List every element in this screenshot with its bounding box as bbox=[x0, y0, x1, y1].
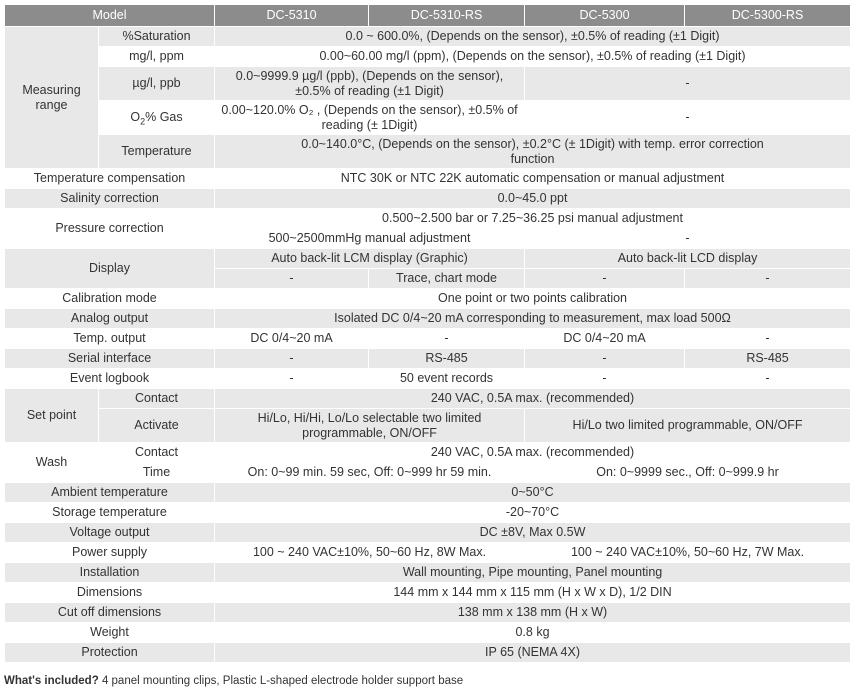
model-dc5300rs: DC-5300-RS bbox=[685, 5, 851, 27]
cutoff-label: Cut off dimensions bbox=[5, 603, 215, 623]
ambient-value: 0~50°C bbox=[215, 483, 851, 503]
wash-contact-label: Contact bbox=[99, 443, 215, 463]
installation-value: Wall mounting, Pipe mounting, Panel mounting bbox=[215, 563, 851, 583]
model-header: Model bbox=[5, 5, 215, 27]
setpoint-activate-2: Hi/Lo two limited programmable, ON/OFF bbox=[525, 409, 851, 443]
event-c4: - bbox=[685, 369, 851, 389]
dimensions-label: Dimensions bbox=[5, 583, 215, 603]
table-row bbox=[5, 483, 851, 503]
whats-included-note bbox=[4, 675, 463, 687]
temperature-label: Temperature bbox=[99, 135, 215, 169]
display-label: Display bbox=[5, 249, 215, 289]
wash-time-label: Time bbox=[99, 463, 215, 483]
saturation-label: %Saturation bbox=[99, 27, 215, 47]
temp-output-c1: DC 0/4~20 mA bbox=[215, 329, 369, 349]
table-row bbox=[5, 369, 851, 389]
table-row bbox=[5, 289, 851, 309]
temp-comp-label: Temperature compensation bbox=[5, 169, 215, 189]
mgl-label: mg/l, ppm bbox=[99, 47, 215, 67]
serial-c2: RS-485 bbox=[369, 349, 525, 369]
pressure-value-2-na: - bbox=[525, 229, 851, 249]
display-c3: - bbox=[525, 269, 685, 289]
ugl-value-na: - bbox=[525, 67, 851, 101]
weight-value: 0.8 kg bbox=[215, 623, 851, 643]
table-row bbox=[5, 169, 851, 189]
analog-value: Isolated DC 0/4~20 mA corresponding to measurement, max load 500Ω bbox=[215, 309, 851, 329]
o2gas-label: $O_2\%$ Gas bbox=[99, 101, 215, 135]
model-dc5310: DC-5310 bbox=[215, 5, 369, 27]
pressure-value-2: 500~2500mmHg manual adjustment bbox=[215, 229, 525, 249]
whats-included-text: 4 panel mounting clips, Plastic L-shaped electrode holder support base bbox=[98, 675, 464, 687]
display-lcm: Auto back-lit LCM display (Graphic) bbox=[215, 249, 525, 269]
display-c4: - bbox=[685, 269, 851, 289]
storage-value: -20~70°C bbox=[215, 503, 851, 523]
event-c2: 50 event records bbox=[369, 369, 525, 389]
voltage-label: Voltage output bbox=[5, 523, 215, 543]
table-row bbox=[5, 249, 851, 269]
temp-output-label: Temp. output bbox=[5, 329, 215, 349]
setpoint-label: Set point bbox=[5, 389, 99, 443]
table-row bbox=[5, 27, 851, 47]
table-row bbox=[5, 47, 851, 67]
cutoff-value: 138 mm x 138 mm (H x W) bbox=[215, 603, 851, 623]
table-row bbox=[5, 135, 851, 169]
display-c2: Trace, chart mode bbox=[369, 269, 525, 289]
dimensions-value: 144 mm x 144 mm x 115 mm (H x W x D), 1/2 DIN bbox=[215, 583, 851, 603]
table-row bbox=[5, 443, 851, 463]
table-row bbox=[5, 543, 851, 563]
salinity-value: 0.0~45.0 ppt bbox=[215, 189, 851, 209]
event-c3: - bbox=[525, 369, 685, 389]
temp-output-c4: - bbox=[685, 329, 851, 349]
table-row bbox=[5, 409, 851, 443]
temperature-value: 0.0~140.0°C, (Depends on the sensor), ±0.2°C (± 1Digit) with temp. error correction function bbox=[215, 135, 851, 169]
calibration-value: One point or two points calibration bbox=[215, 289, 851, 309]
table-row bbox=[5, 329, 851, 349]
spec-table bbox=[4, 4, 851, 663]
model-dc5300: DC-5300 bbox=[525, 5, 685, 27]
table-row bbox=[5, 563, 851, 583]
setpoint-activate-1: Hi/Lo, Hi/Hi, Lo/Lo selectable two limited programmable, ON/OFF bbox=[215, 409, 525, 443]
table-row bbox=[5, 603, 851, 623]
setpoint-activate-label: Activate bbox=[99, 409, 215, 443]
table-row bbox=[5, 583, 851, 603]
storage-label: Storage temperature bbox=[5, 503, 215, 523]
installation-label: Installation bbox=[5, 563, 215, 583]
serial-c3: - bbox=[525, 349, 685, 369]
wash-time-2: On: 0~9999 sec., Off: 0~999.9 hr bbox=[525, 463, 851, 483]
setpoint-contact-value: 240 VAC, 0.5A max. (recommended) bbox=[215, 389, 851, 409]
ambient-label: Ambient temperature bbox=[5, 483, 215, 503]
table-row bbox=[5, 101, 851, 135]
o2gas-value: 0.00~120.0% O₂ , (Depends on the sensor), ±0.5% of reading (± 1Digit) bbox=[215, 101, 525, 135]
analog-label: Analog output bbox=[5, 309, 215, 329]
header-row bbox=[5, 5, 851, 27]
pressure-value-1: 0.500~2.500 bar or 7.25~36.25 psi manual adjustment bbox=[215, 209, 851, 229]
pressure-label: Pressure correction bbox=[5, 209, 215, 249]
protection-value: IP 65 (NEMA 4X) bbox=[215, 643, 851, 663]
display-c1: - bbox=[215, 269, 369, 289]
measuring-range-label: Measuring range bbox=[5, 27, 99, 169]
o2gas-value-na: - bbox=[525, 101, 851, 135]
protection-label: Protection bbox=[5, 643, 215, 663]
mgl-value: 0.00~60.00 mg/l (ppm), (Depends on the sensor), ±0.5% of reading (±1 Digit) bbox=[215, 47, 851, 67]
table-row bbox=[5, 67, 851, 101]
whats-included-label: What's included? bbox=[4, 675, 99, 687]
wash-contact-value: 240 VAC, 0.5A max. (recommended) bbox=[215, 443, 851, 463]
serial-label: Serial interface bbox=[5, 349, 215, 369]
display-lcd: Auto back-lit LCD display bbox=[525, 249, 851, 269]
wash-label: Wash bbox=[5, 443, 99, 483]
voltage-value: DC ±8V, Max 0.5W bbox=[215, 523, 851, 543]
table-row bbox=[5, 643, 851, 663]
temp-output-c2: - bbox=[369, 329, 525, 349]
power-value-1: 100 ~ 240 VAC±10%, 50~60 Hz, 8W Max. bbox=[215, 543, 525, 563]
table-row bbox=[5, 523, 851, 543]
ugl-label: µg/l, ppb bbox=[99, 67, 215, 101]
table-row bbox=[5, 209, 851, 229]
event-label: Event logbook bbox=[5, 369, 215, 389]
table-row bbox=[5, 349, 851, 369]
model-dc5310rs: DC-5310-RS bbox=[369, 5, 525, 27]
power-label: Power supply bbox=[5, 543, 215, 563]
power-value-2: 100 ~ 240 VAC±10%, 50~60 Hz, 7W Max. bbox=[525, 543, 851, 563]
saturation-value: 0.0 ~ 600.0%, (Depends on the sensor), ±0.5% of reading (±1 Digit) bbox=[215, 27, 851, 47]
ugl-value: 0.0~9999.9 µg/l (ppb), (Depends on the sensor), ±0.5% of reading (±1 Digit) bbox=[215, 67, 525, 101]
event-c1: - bbox=[215, 369, 369, 389]
serial-c1: - bbox=[215, 349, 369, 369]
setpoint-contact-label: Contact bbox=[99, 389, 215, 409]
calibration-label: Calibration mode bbox=[5, 289, 215, 309]
table-row bbox=[5, 389, 851, 409]
table-row bbox=[5, 503, 851, 523]
temp-output-c3: DC 0/4~20 mA bbox=[525, 329, 685, 349]
weight-label: Weight bbox=[5, 623, 215, 643]
table-row bbox=[5, 189, 851, 209]
table-row bbox=[5, 309, 851, 329]
table-row bbox=[5, 463, 851, 483]
temp-comp-value: NTC 30K or NTC 22K automatic compensation or manual adjustment bbox=[215, 169, 851, 189]
table-row bbox=[5, 623, 851, 643]
salinity-label: Salinity correction bbox=[5, 189, 215, 209]
serial-c4: RS-485 bbox=[685, 349, 851, 369]
wash-time-1: On: 0~99 min. 59 sec, Off: 0~999 hr 59 min. bbox=[215, 463, 525, 483]
